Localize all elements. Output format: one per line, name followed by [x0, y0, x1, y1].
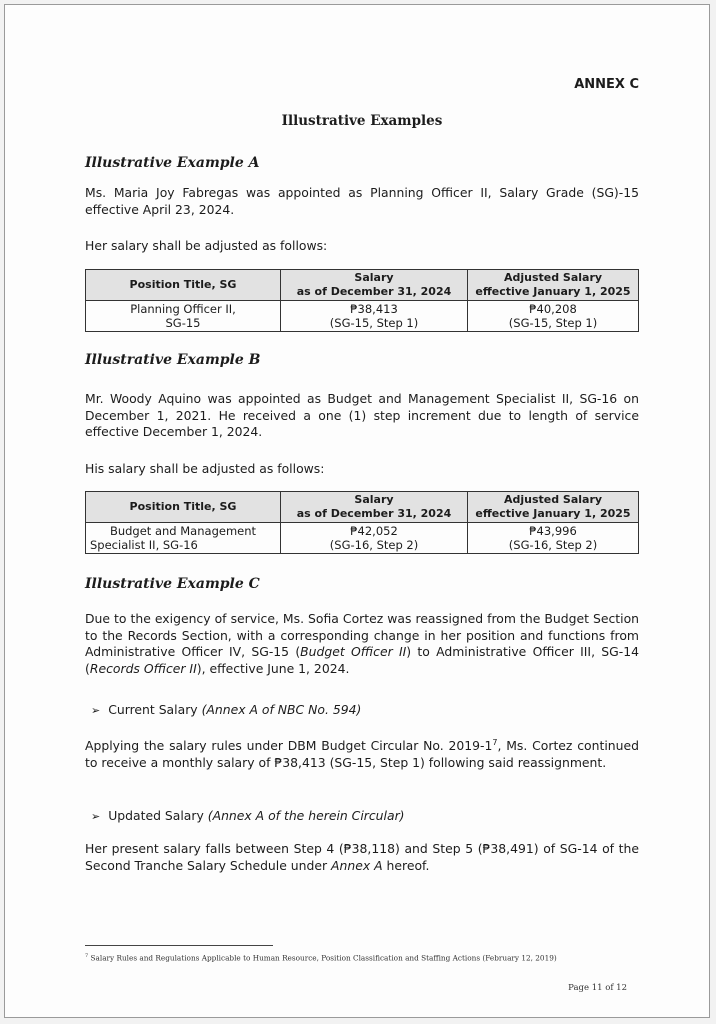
cell-adjusted-salary: ₱43,996 (SG-16, Step 2): [468, 523, 639, 554]
example-a-paragraph-1: Ms. Maria Joy Fabregas was appointed as Planning Officer II, Salary Grade (SG)-15 effective April 23, 2024.: [85, 185, 639, 217]
header-salary: Salary as of December 31, 2024: [281, 492, 468, 523]
example-a-salary-table: [85, 269, 639, 332]
annex-label: ANNEX C: [574, 77, 639, 92]
updated-salary-bullet: ➢ Updated Salary (Annex A of the herein Circular): [91, 808, 405, 823]
example-c-paragraph-3: Her present salary falls between Step 4 (₱38,118) and Step 5 (₱38,491) of SG-14 of the Second Tranche Salary Schedule under Annex A hereof.: [85, 841, 639, 873]
cell-salary: ₱38,413 (SG-15, Step 1): [281, 301, 468, 332]
example-b-paragraph-2: His salary shall be adjusted as follows:: [85, 461, 325, 476]
example-b-salary-table: [85, 491, 639, 554]
footnote-divider: [85, 945, 273, 946]
header-adjusted-salary: Adjusted Salary effective January 1, 2025: [468, 492, 639, 523]
document-page: [4, 4, 710, 1018]
arrow-bullet-icon: ➢: [91, 704, 101, 717]
example-c-paragraph-1: Due to the exigency of service, Ms. Sofia Cortez was reassigned from the Budget Section to the Records Section, with a corresponding change in her position and functions from Administrative Officer IV, SG-15 (Budget Officer II) to Administrative Officer III, SG-14 (Records Officer II), effective June 1, 2024.: [85, 611, 639, 676]
cell-salary: ₱42,052 (SG-16, Step 2): [281, 523, 468, 554]
table-header-row: [86, 270, 639, 301]
example-a-paragraph-2: Her salary shall be adjusted as follows:: [85, 238, 328, 253]
table-row: [86, 523, 639, 554]
header-position: Position Title, SG: [86, 492, 281, 523]
example-c-paragraph-2: Applying the salary rules under DBM Budget Circular No. $2019-1^7$, Ms. Cortez continued to receive a monthly salary of ₱38,413 (SG-15, Step 1) following said reassignment.: [85, 738, 639, 770]
table-header-row: [86, 492, 639, 523]
arrow-bullet-icon: ➢: [91, 810, 101, 823]
cell-position: Planning Officer II, SG-15: [86, 301, 281, 332]
cell-adjusted-salary: ₱40,208 (SG-15, Step 1): [468, 301, 639, 332]
example-a-heading: Illustrative Example A: [85, 155, 260, 171]
document-title: Illustrative Examples: [281, 113, 443, 129]
header-salary: Salary as of December 31, 2024: [281, 270, 468, 301]
page-number: Page 11 of 12: [568, 983, 627, 993]
example-c-heading: Illustrative Example C: [85, 576, 260, 592]
table-row: [86, 301, 639, 332]
cell-position: Budget and Management Specialist II, SG-16: [86, 523, 281, 554]
header-position: Position Title, SG: [86, 270, 281, 301]
header-adjusted-salary: Adjusted Salary effective January 1, 2025: [468, 270, 639, 301]
example-b-paragraph-1: Mr. Woody Aquino was appointed as Budget and Management Specialist II, SG-16 on December 1, 2021. He received a one (1) step increment due to length of service effective December 1, 2024.: [85, 391, 639, 439]
current-salary-bullet: ➢ Current Salary (Annex A of NBC No. 594): [91, 702, 362, 717]
example-b-heading: Illustrative Example B: [85, 352, 261, 368]
footnote: $^7$ Salary Rules and Regulations Applicable to Human Resource, Position Classification and Staffing Actions (February 12, 2019): [85, 953, 557, 963]
